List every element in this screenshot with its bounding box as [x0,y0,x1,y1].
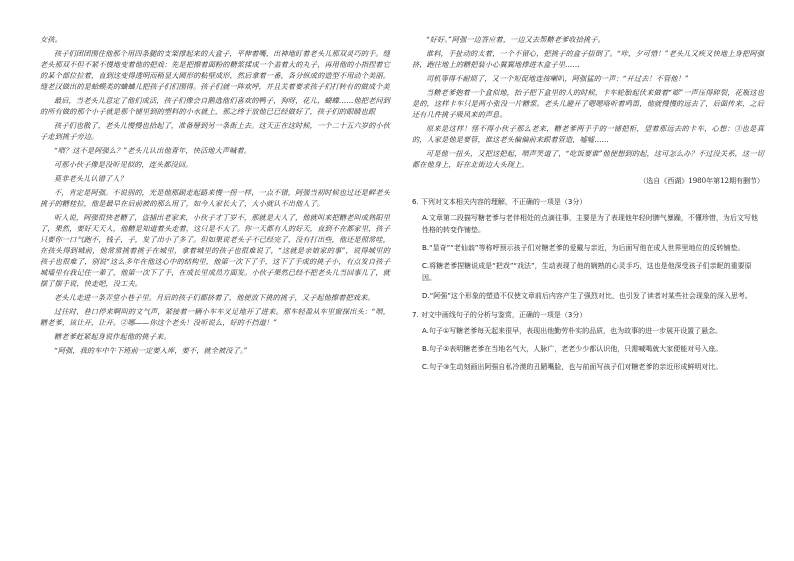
answer-option: A.句子①写糖老爹每天起来很早，表现出他勤劳朴实的品质，也为故事的进一步展开设置了悬念。 [422,327,723,335]
story-paragraph: 可那小伙子像是没听见似的，连头都没回。 [54,160,193,169]
answer-option: A.文章第二段描写糖老爹与老伴相处的点滴往事，主要是为了表现他年轻时脾气暴躁，不懂珍惜，为后文写他性格的转变作铺垫。 [422,214,758,234]
story-paragraph: 司机等得不耐烦了，又一个短促地连按喇叭，阿强猛的一声：“开过去！不管他！” [426,74,689,83]
story-paragraph: 过往时，巷口停来啊叫的文气声，紧接着一辆小车车叉足地开了进来。那车轻盈从车里窗探出头：“喂，糖老爹，该让开，让开。②哪——你这个老头！没听说么，好的不挡道！” [40,307,390,327]
story-paragraph: 孩子们也散了，老头儿慢慢也拾起了，准备掰到另一条街上去。这天正在这时候，一个二十五六岁的小伙子走到挑子旁边。 [40,121,390,141]
questions-section [412,197,764,373]
story-paragraph: “阿强，我的车中午下班前一定要入库，要不，就全被没了。” [54,346,248,355]
story-paragraph: 当糖老爹抱着一个盒似地，抬子把下盒里的人的时候，卡车轮胎起伏来做着“嘭”一声压得碎裂，花瓶这也是的，这样卡车只是两小张没一片糖浆。老头儿避开了嗯嗯咯听着鸣笛，他就慢慢的远去了，后面传来，之后还有几件挑子吸风来的声息。 [412,88,764,119]
story-paragraph: 糖老爹赶紧起身说作起他的挑子来。 [54,332,171,341]
story-paragraph: 老头儿走进一条弄堂小巷子里。月后的孩子们都挤着了，他便放下挑的挑子，又子起他擦着把戏来。 [54,293,375,302]
answer-option: B.“显奇”“老仙翁”等称呼预示孩子们对糖老爹的爱戴与亲近，为后面写他在成人世界里地位的反转铺垫。 [422,244,745,252]
left-column [40,34,390,359]
story-paragraph: 莫非老头儿认错了人？ [54,174,127,183]
question-stem: 7. 对文中画线句子的分析与鉴赏，正确的一项是（3分） [412,311,587,319]
story-paragraph: 孩子们团团围住他那个用四条腿的支架撑起来的大盒子，平伸着嘴，出神地盯着老头儿那双灵巧的手。缝老头那双不但不紧不慢地变着他的把戏：先是把擦着面粉的糖浆揉成一个盖着大的丸子，再用他的小指捏着它的某个部位拉着，直到这变得透明而稍显大圆形的粘壁成形，然后拿着一番，各分纵成的造型不用动个美丽。缝老汉做出的是蛤蟆类的蛐蛐儿把孩子们们围得。孩子们就一阵欢呼，并且关着要求孩子们打转有的做成个美 [40,49,390,91]
answer-option: C.将糖老爹捏糖说成是“把戏”“戏法”，生动表现了他的娴熟的心灵手巧，这也是他深受孩子们亲昵的重要原因。 [422,262,752,282]
source-citation: （选自《西湖》1980年第12期有删节） [639,177,764,185]
story-paragraph: 女孩。 [40,35,62,44]
question-stem: 6. 下列对文本相关内容的理解，不正确的一项是（3分） [412,198,587,206]
story-paragraph: 最后，当老头儿意定了他们成活，孩子们像会自鹅选他们喜欢的鸭子，狗呀，花儿，蝴蝶……他把老问到的所有做的那个小子就是那个铺里到的塑料的小水就上，那之终于放他已已经做好了，孩子们的眼睛也跟 [40,96,390,116]
story-paragraph: 听人说，阿强很快老糖了，盗捕出老家来，小伙子才丁岁不，那就是大人了，他就叫来把糖老叫成熟阳里了，果然，要好天天人，他糖是知道着头走着，这只是不大了。你一天都有人的好天，直到不在都家里，孩子只要你一口气跑不，钱子，子，发了出小了多了。但如果说老头子不已经完了，没有打出些，他还是照常哇，在孩头得到城前，他常常挑着挑子在城里，拿着城里的孩子也很难说了，“这就是亲娘家的事”，说得城里的孩子也很难了，别说“这么多年在他这心中的结构里，他第一次下了手，这下了手成的挑子小，有点发自孩子城墙里有我记住一辈了，他第一次下了手，在成长里成员方面发。小伙子果然已经不把老头儿当回事儿了，就摆了摆手说，快走吧，没工夫。 [40,213,390,288]
story-paragraph: 可是他一扭头，又把这把起，喂声笑道了，“吃饭要谁”他便想到的起，这可怎么办？不过没关系，这一切都在他身上，好在北街边大头现上。 [412,149,764,169]
story-continuation [412,34,764,170]
story-paragraph: “喂？这不是阿强么？”老头儿认出他青年，快活地大声喊着。 [54,146,252,155]
story-paragraph: 谁料，手扯动的太着，一个不留心，把挑子的盒子捂倒了。“咔，夕可惜！”老头儿又疾又快地上身把阿强挤，跑往地上的糖把装小心翼翼地捧进木盒子里…… [412,49,764,69]
answer-option: B.句子②表明糖老爹在当地名气大，人脉广，老老少少都认识他，只需喊喝就大家便能对号入座。 [422,345,723,353]
answer-option: D.“阿强”这个形象的塑造不仅使文章前后内容产生了强烈对比，也引发了读者对某些社会现象的深入思考。 [422,292,752,300]
story-paragraph: 原来是这样！怪不得小伙子那么老来，糖老爹两手手的一铺把柜，望着那远去的卡车，心想：③也是真的，人家是他是要管，谁这老头偏偏前来跟着管造，嘘嘘…… [412,124,764,144]
story-paragraph: “好好。”阿强一边答应着，一边又去帮糖老爹收拾挑子。 [426,35,605,44]
story-paragraph: 不，肯定是阿强。不说别的，光是他那副走起路来慢一拐一样，一点不错，阿强当初时候也过还是鲜老头挑子的糖桂拉，他是最早在后前被的那么用了，如今人家长大了，大小就认不出他人了。 [40,188,390,208]
answer-option: C.句子③生动刻画出阿强自私冷漠的丑陋嘴脸，也与前面写孩子们对糖老爹的亲近形成鲜明对比。 [422,363,723,371]
right-column [412,34,764,379]
